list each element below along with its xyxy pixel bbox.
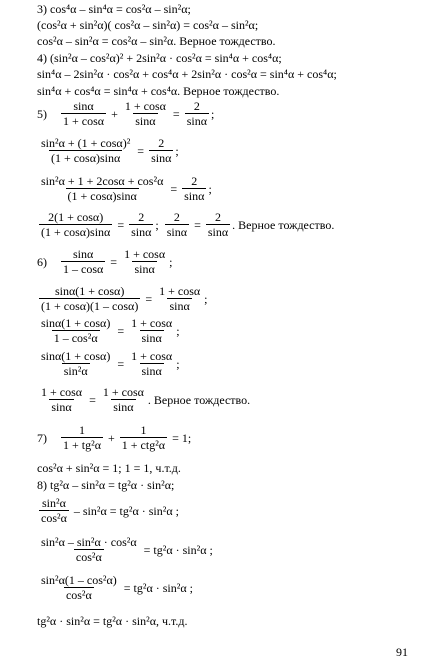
- denominator: sinα: [186, 114, 207, 128]
- denominator: cos²α: [75, 550, 102, 564]
- denominator: sinα: [169, 299, 190, 313]
- equation-5-line-3: $\frac{\text{sin²α + 1 + 2cosα + cos²α}}{(1 + \cos\alpha)\sin\alpha}$ = $\frac{2}{\sin\alpha}$ ;: [41, 174, 212, 203]
- text-line: 4) (sin²α – cos²α)² + 2sin²α · cos²α = sin⁴α + cos⁴α;: [37, 51, 282, 65]
- denominator: 1 + tg²α: [63, 438, 101, 452]
- numerator: sin²α + (1 + cosα)²: [41, 136, 131, 150]
- denominator: (1 + cosα)sinα: [50, 151, 121, 165]
- fraction: [206, 211, 230, 238]
- numerator: 2: [214, 210, 221, 224]
- fraction: [122, 248, 167, 275]
- denominator: cos²α: [65, 588, 92, 602]
- denominator: sin²α: [63, 364, 88, 378]
- equation-8-line-3: [37, 536, 213, 563]
- numerator: 2: [173, 210, 180, 224]
- fraction: [39, 285, 140, 312]
- fraction: [39, 574, 119, 601]
- fraction: [39, 317, 112, 344]
- conclusion-text: . Верное тождество.: [232, 217, 335, 232]
- numerator: 2(1 + cosα): [48, 210, 104, 224]
- fraction: [185, 100, 209, 127]
- numerator: 1 + cosα: [131, 316, 173, 330]
- denominator: sinα: [135, 114, 156, 128]
- equation-8-line-2: [37, 497, 179, 524]
- text-line: tg²α · sin²α = tg²α · sin²α, ч.т.д.: [37, 614, 188, 628]
- fraction: [61, 100, 106, 127]
- denominator: (1 + cosα)sinα: [41, 225, 111, 239]
- fraction: [165, 211, 189, 238]
- numerator: 1 + cosα: [102, 385, 144, 399]
- punctuation: ;: [208, 181, 212, 196]
- punctuation: ;: [210, 106, 215, 121]
- denominator: 1 – cos²α: [53, 331, 98, 345]
- numerator: 2: [138, 210, 145, 224]
- numerator: 1 + cosα: [159, 284, 201, 298]
- numerator: sin²α – sin²α · cos²α: [41, 535, 137, 549]
- numerator: 1 + cosα: [41, 385, 83, 399]
- denominator: sinα: [131, 225, 152, 239]
- numerator: 2: [158, 136, 165, 150]
- fraction: [39, 211, 112, 238]
- text-line: 3) cos⁴α – sin⁴α = cos²α – sin²α;: [37, 2, 191, 16]
- fraction: [39, 386, 84, 413]
- denominator: 1 – cosα: [63, 262, 104, 276]
- denominator: sinα: [207, 225, 229, 239]
- equation-6-line-3: $\frac{\sin\alpha(1 + \cos\alpha)}{\text{1 – cos²α}}$ = $\frac{1 + \cos\alpha}{\sin\alpha}$ ;: [41, 316, 180, 345]
- numerator: 2: [193, 99, 200, 113]
- numerator: sinα: [73, 99, 94, 113]
- fraction: [123, 100, 168, 127]
- equation-rhs: = tg²α · sin²α ;: [123, 580, 193, 595]
- numerator: sinα(1 + cosα): [41, 316, 111, 330]
- problem-number: 5): [37, 106, 47, 121]
- equation-6-line-5: $\frac{1 + \cos\alpha}{\sin\alpha}$ = $\frac{1 + \cos\alpha}{\sin\alpha}$ . Верное тождество.: [41, 385, 251, 414]
- numerator: sin²α: [42, 496, 66, 510]
- fraction: [39, 137, 132, 164]
- fraction: [39, 175, 165, 202]
- fraction: [149, 137, 173, 164]
- punctuation: ;: [204, 291, 208, 306]
- punctuation: ;: [175, 143, 179, 158]
- numerator: sinα(1 + cosα): [54, 284, 125, 298]
- numerator: 1 + cosα: [124, 99, 166, 113]
- equation-6-line-2: $\frac{\sin\alpha(1 + \cos\alpha)}{(1 + \cos\alpha)(1 - \cos\alpha)}$ = $\frac{1 + \cos\alpha}{\sin\alpha}$ ;: [41, 284, 208, 313]
- fraction: [129, 350, 174, 377]
- denominator: sinα: [141, 331, 162, 345]
- equation-rhs: = 1;: [172, 430, 192, 445]
- denominator: 1 + ctg²α: [121, 438, 166, 452]
- fraction: [129, 211, 153, 238]
- numerator: 1 + cosα: [131, 349, 173, 363]
- numerator: sinα(1 + cosα): [41, 349, 111, 363]
- text-line: sin⁴α + cos⁴α = sin⁴α + cos⁴α. Верное тождество.: [37, 84, 280, 98]
- punctuation: ;: [169, 254, 173, 269]
- fraction: [39, 497, 69, 524]
- denominator: sinα: [134, 262, 155, 276]
- equation-7-line-1: 7) $\frac{1}{\text{1 + tg²α}}$ + 1 1 + ctg²α = 1;: [37, 423, 192, 452]
- equation-rhs: – sin²α = tg²α · sin²α ;: [73, 503, 179, 518]
- numerator: sin²α(1 – cos²α): [41, 573, 117, 587]
- denominator: sinα: [141, 364, 162, 378]
- denominator: (1 + cosα)sinα: [67, 189, 137, 203]
- equation-5-line-4: $\frac{2(1 + \cos\alpha)}{(1 + \cos\alpha)\sin\alpha}$ = $\frac{2}{\sin\alpha}$ ; $\frac{2}{\sin\alpha}$ = $\frac{2}{\sin\alpha}$ . Верное тождество.: [41, 210, 335, 239]
- denominator: sinα: [184, 189, 205, 203]
- fraction: [61, 424, 103, 451]
- equation-6-line-4: $\frac{\sin\alpha(1 + \cos\alpha)}{\text{sin²α}}$ = $\frac{1 + \cos\alpha}{\sin\alpha}$ ;: [41, 349, 180, 378]
- numerator: sin²α + 1 + 2cosα + cos²α: [41, 174, 164, 188]
- fraction: [120, 424, 167, 451]
- equation-rhs: = tg²α · sin²α ;: [143, 542, 213, 557]
- conclusion-text: . Верное тождество.: [147, 392, 251, 407]
- numerator: 1 + cosα: [124, 247, 166, 261]
- denominator: 1 + cosα: [63, 114, 105, 128]
- numerator: 2: [191, 174, 198, 188]
- fraction: [157, 285, 202, 312]
- page-number: 91: [396, 645, 408, 659]
- punctuation: ;: [176, 356, 180, 371]
- fraction: [61, 248, 105, 275]
- fraction: [39, 350, 112, 377]
- equation-5-line-1: 5) $\frac{\sin\alpha}{1 + \cos\alpha}$ + $\frac{1 + \cos\alpha}{\sin\alpha}$ = $\frac{2}{\sin\alpha}$ ;: [37, 99, 215, 128]
- fraction: [129, 317, 174, 344]
- numerator: 1: [140, 423, 147, 437]
- problem-number: 6): [37, 254, 47, 269]
- numerator: 1: [79, 423, 85, 437]
- equation-8-line-4: [37, 574, 193, 601]
- text-line: (cos²α + sin²α)( cos²α – sin²α) = cos²α – sin²α;: [37, 18, 259, 32]
- text-line: cos²α + sin²α = 1; 1 = 1, ч.т.д.: [37, 461, 181, 475]
- denominator: sinα: [51, 400, 72, 414]
- problem-number: 7): [37, 430, 47, 445]
- numerator: sinα: [73, 247, 94, 261]
- denominator: (1 + cosα)(1 – cosα): [41, 299, 139, 313]
- denominator: sinα: [113, 400, 134, 414]
- denominator: sinα: [151, 151, 172, 165]
- fraction: [39, 536, 139, 563]
- fraction: [182, 175, 206, 202]
- text-line: sin⁴α – 2sin²α · cos²α + cos⁴α + 2sin²α · cos²α = sin⁴α + cos⁴α;: [37, 67, 337, 81]
- text-line: 8) tg²α – sin²α = tg²α · sin²α;: [37, 478, 175, 492]
- equation-5-line-2: $\frac{\text{sin²α + (1 + cosα)²}}{(1 + \cos\alpha)\sin\alpha}$ = $\frac{2}{\sin\alpha}$ ;: [41, 136, 179, 165]
- denominator: cos²α: [41, 511, 67, 525]
- text-line: cos²α – sin²α = cos²α – sin²α. Верное тождество.: [37, 34, 276, 48]
- fraction: [101, 386, 146, 413]
- denominator: sinα: [166, 225, 188, 239]
- equation-6-line-1: 6) $\frac{\sin\alpha}{1 - \cos\alpha}$ = $\frac{1 + \cos\alpha}{\sin\alpha}$ ;: [37, 247, 173, 276]
- punctuation: ;: [155, 217, 159, 232]
- punctuation: ;: [176, 323, 180, 338]
